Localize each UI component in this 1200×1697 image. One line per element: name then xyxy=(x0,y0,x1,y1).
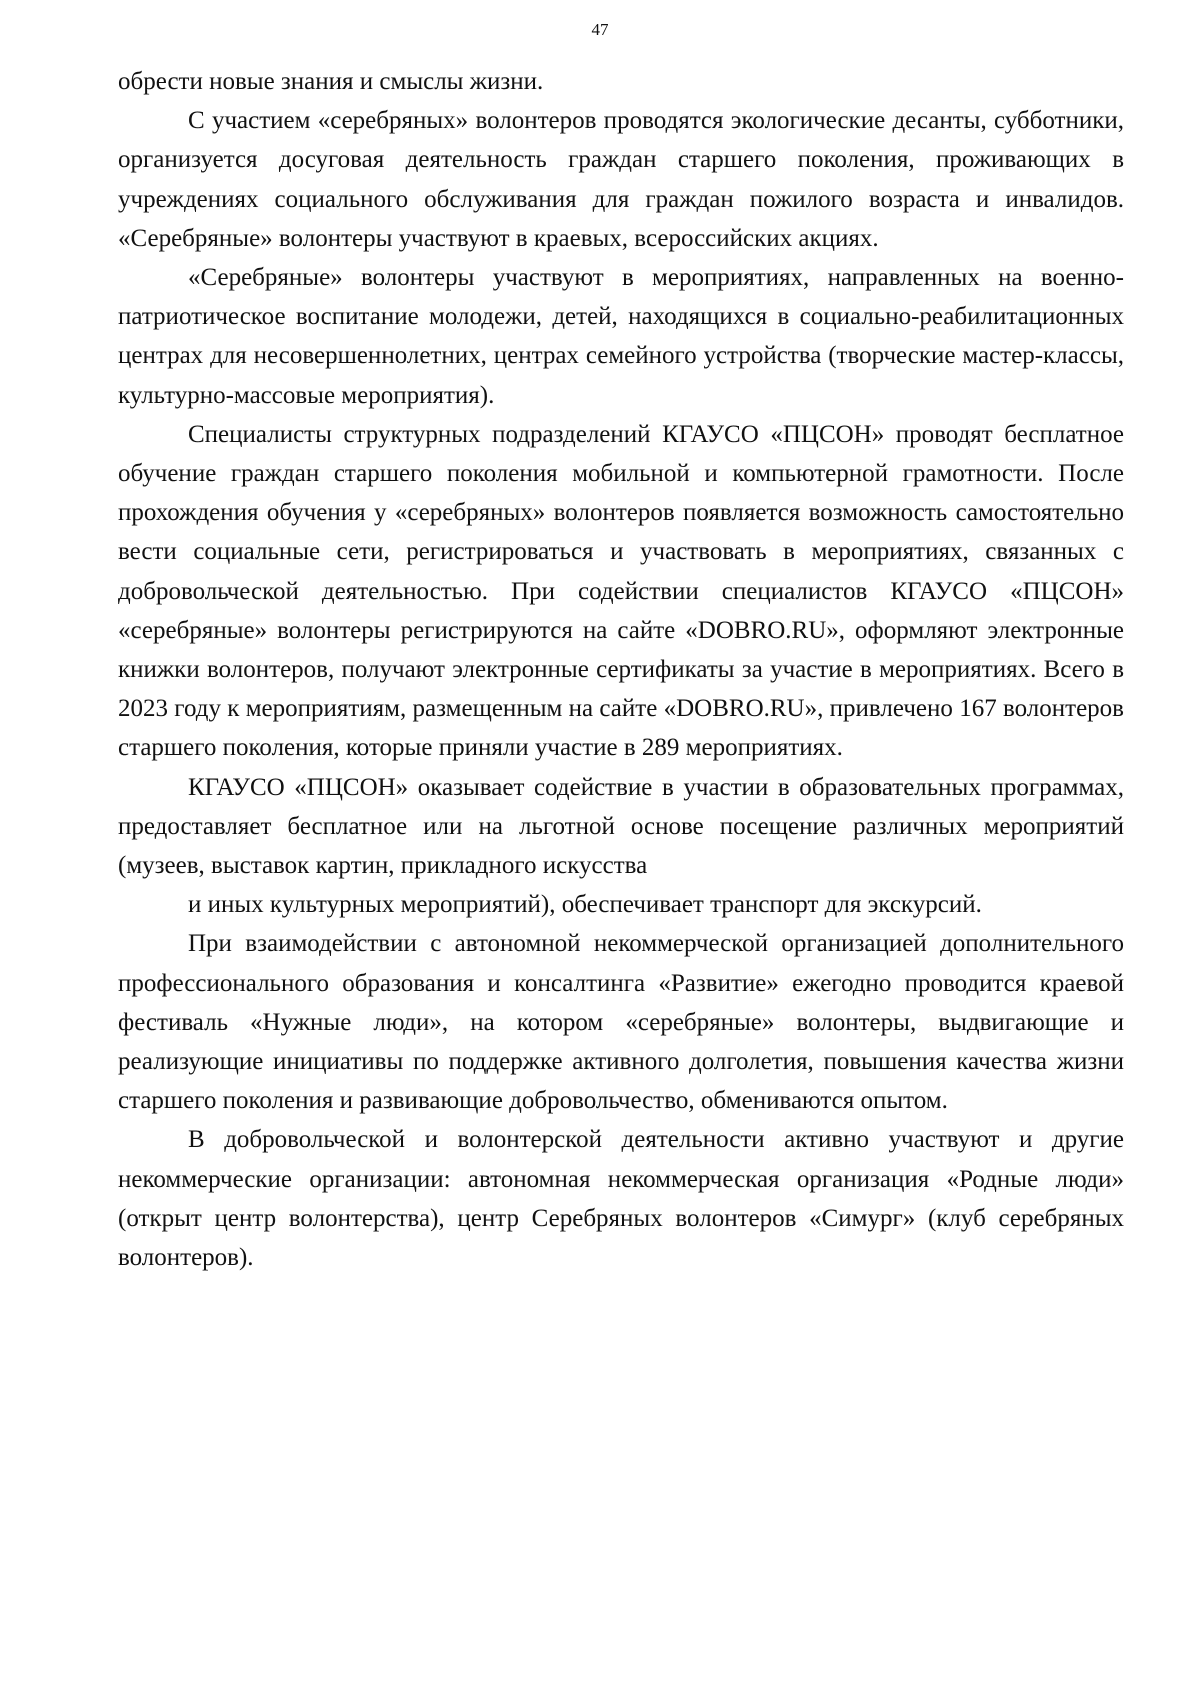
paragraph-7: При взаимодействии с автономной некоммерческой организацией дополнительного профессионального образования и консалтинга «Развитие» ежегодно проводится краевой фестиваль «Нужные люди», на котором «серебряные» волонтеры, выдвигающие и реализующие инициативы по поддержке активного долголетия, повышения качества жизни старшего поколения и развивающие добровольчество, обмениваются опытом. xyxy=(118,930,1124,1115)
document-body xyxy=(118,62,1124,1277)
paragraph-3: «Серебряные» волонтеры участвуют в мероприятиях, направленных на военно-патриотическое воспитание молодежи, детей, находящихся в социально-реабилитационных центрах для несовершеннолетних, центрах семейного устройства (творческие мастер-классы, культурно-массовые мероприятия). xyxy=(118,264,1124,409)
paragraph-5: КГАУСО «ПЦСОН» оказывает содействие в участии в образовательных программах, предоставляет бесплатное или на льготной основе посещение различных мероприятий (музеев, выставок картин, прикладного искусства xyxy=(118,773,1124,880)
paragraph-6: и иных культурных мероприятий), обеспечивает транспорт для экскурсий. xyxy=(188,891,982,919)
paragraph-8: В добровольческой и волонтерской деятельности активно участвуют и другие некоммерческие организации: автономная некоммерческая организация «Родные люди» (открыт центр волонтерства), центр Серебряных волонтеров «Симург» (клуб серебряных волонтеров). xyxy=(118,1126,1124,1272)
paragraph-4: Специалисты структурных подразделений КГАУСО «ПЦСОН» проводят бесплатное обучение граждан старшего поколения мобильной и компьютерной грамотности. После прохождения обучения у «серебряных» волонтеров появляется возможность самостоятельно вести социальные сети, регистрироваться и участвовать в мероприятиях, связанных с добровольческой деятельностью. При содействии специалистов КГАУСО «ПЦСОН» «серебряные» волонтеры регистрируются на сайте «DOBRO.RU», оформляют электронные книжки волонтеров, получают электронные сертификаты за участие в мероприятиях. Всего в 2023 году к мероприятиям, размещенным на сайте «DOBRO.RU», привлечено 167 волонтеров старшего поколения, которые приняли участие в 289 мероприятиях. xyxy=(118,420,1124,762)
paragraph-2: С участием «серебряных» волонтеров проводятся экологические десанты, субботники, организуется досуговая деятельность граждан старшего поколения, проживающих в учреждениях социального обслуживания для граждан пожилого возраста и инвалидов. «Серебряные» волонтеры участвуют в краевых, всероссийских акциях. xyxy=(118,107,1124,252)
page-number: 47 xyxy=(591,20,609,39)
paragraph-1: обрести новые знания и смыслы жизни. xyxy=(118,68,544,95)
